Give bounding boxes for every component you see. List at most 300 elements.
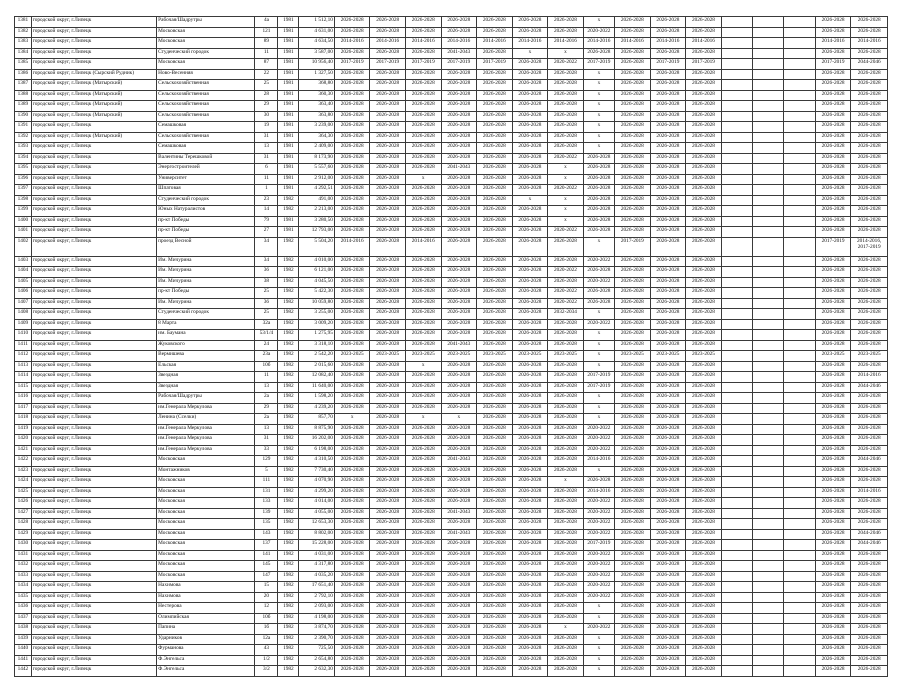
table-cell: 2026-2028: [548, 666, 584, 677]
table-cell: 2026-2028: [334, 592, 370, 603]
table-cell: 2026-2028: [441, 645, 477, 656]
table-cell: 2017-2019: [815, 59, 851, 70]
table-cell: 2026-2028: [512, 330, 548, 341]
table-cell: 10 059,80: [299, 298, 335, 309]
table-cell: 2026-2028: [370, 27, 406, 38]
table-cell: 2026-2028: [334, 90, 370, 101]
table-cell: x: [583, 330, 614, 341]
table-cell: городской округ, г.Липецк: [31, 237, 156, 256]
table-cell: 2026-2028: [370, 550, 406, 561]
table-cell: 2026-2028: [650, 487, 686, 498]
table-cell: 2041-2043: [441, 529, 477, 540]
table-cell: [784, 361, 815, 372]
table-cell: 2026-2028: [548, 111, 584, 122]
table-cell: 2026-2028: [512, 372, 548, 383]
table-cell: 2026-2028: [851, 613, 888, 624]
table-cell: 2026-2028: [405, 487, 441, 498]
table-cell: 2026-2028: [370, 256, 406, 267]
table-cell: Фурманова: [157, 645, 255, 656]
table-cell: 2026-2028: [815, 540, 851, 551]
table-cell: 2026-2028: [405, 277, 441, 288]
table-cell: 2026-2028: [441, 132, 477, 143]
table-cell: 2026-2028: [815, 185, 851, 196]
table-cell: x: [441, 414, 477, 425]
table-cell: городской округ, г.Липецк (Матырский): [31, 90, 156, 101]
table-cell: 2026-2028: [548, 498, 584, 509]
table-cell: [721, 277, 752, 288]
table-cell: Шпатовая: [157, 185, 255, 196]
table-cell: 23: [255, 195, 278, 206]
table-cell: 25: [255, 309, 278, 320]
table-cell: 2026-2028: [441, 603, 477, 614]
table-cell: 2026-2028: [650, 298, 686, 309]
table-cell: 129: [255, 456, 278, 467]
table-cell: городской округ, г.Липецк (Матырский): [31, 132, 156, 143]
table-cell: городской округ, г.Липецк: [31, 519, 156, 530]
table-cell: им.Генерала Меркулова: [157, 424, 255, 435]
table-cell: 2026-2028: [650, 277, 686, 288]
table-cell: 1433: [15, 571, 32, 582]
table-row: [15, 267, 888, 278]
table-cell: 2026-2028: [851, 101, 888, 112]
table-cell: 2026-2028: [512, 466, 548, 477]
table-cell: 2026-2028: [512, 498, 548, 509]
table-cell: 2026-2028: [615, 424, 651, 435]
table-cell: 2026-2028: [334, 227, 370, 238]
table-cell: [753, 164, 784, 175]
table-cell: [753, 206, 784, 217]
table-cell: 8 875,90: [299, 424, 335, 435]
table-cell: 2026-2028: [370, 143, 406, 154]
table-row: [15, 27, 888, 38]
table-cell: 2026-2028: [334, 372, 370, 383]
table-cell: 2026-2028: [650, 403, 686, 414]
table-cell: 4 299,20: [299, 487, 335, 498]
table-cell: x: [583, 237, 614, 256]
table-cell: городской округ, г.Липецк: [31, 17, 156, 28]
table-cell: 1981: [278, 227, 299, 238]
table-cell: 2026-2028: [441, 267, 477, 278]
table-cell: [753, 529, 784, 540]
table-cell: 2026-2028: [441, 592, 477, 603]
table-cell: городской округ, г.Липецк: [31, 267, 156, 278]
table-row: [15, 561, 888, 572]
table-cell: 4 310,50: [299, 456, 335, 467]
table-cell: 2026-2028: [815, 445, 851, 456]
table-cell: 2026-2028: [370, 69, 406, 80]
table-cell: Московская: [157, 529, 255, 540]
table-cell: 2026-2028: [441, 185, 477, 196]
table-cell: 2026-2028: [477, 519, 513, 530]
table-cell: 2026-2028: [548, 372, 584, 383]
table-cell: 1982: [278, 613, 299, 624]
table-cell: 2014-2016: [441, 38, 477, 49]
table-cell: 2023-2025: [512, 351, 548, 362]
table-cell: 23а: [255, 351, 278, 362]
table-cell: 3 255,00: [299, 309, 335, 320]
table-cell: 1982: [278, 487, 299, 498]
table-cell: [753, 592, 784, 603]
table-row: [15, 195, 888, 206]
table-cell: [753, 435, 784, 446]
table-cell: 2014-2016: [851, 372, 888, 383]
table-cell: 2026-2028: [650, 624, 686, 635]
table-cell: 2026-2028: [650, 613, 686, 624]
table-cell: 2026-2028: [686, 634, 722, 645]
table-cell: [753, 508, 784, 519]
table-cell: 8 802,00: [299, 529, 335, 540]
table-cell: 1982: [278, 372, 299, 383]
table-cell: [753, 227, 784, 238]
table-cell: 2026-2028: [650, 340, 686, 351]
table-cell: 1982: [278, 256, 299, 267]
table-cell: 2026-2028: [686, 132, 722, 143]
table-cell: 4 292,51: [299, 185, 335, 196]
table-cell: 2026-2028: [441, 403, 477, 414]
table-cell: 2026-2028: [512, 132, 548, 143]
table-cell: 2026-2028: [370, 477, 406, 488]
table-cell: 2026-2028: [477, 372, 513, 383]
table-cell: 2026-2028: [334, 403, 370, 414]
table-cell: 38: [255, 277, 278, 288]
table-cell: 2026-2028: [405, 445, 441, 456]
table-cell: 3 587,00: [299, 48, 335, 59]
table-cell: [721, 645, 752, 656]
table-cell: 2026-2028: [477, 477, 513, 488]
table-cell: 11 640,00: [299, 382, 335, 393]
table-cell: 2026-2028: [334, 498, 370, 509]
table-cell: 2026-2028: [477, 227, 513, 238]
table-cell: 2026-2028: [615, 655, 651, 666]
table-cell: 2020-2022: [548, 288, 584, 299]
table-cell: 2026-2028: [615, 529, 651, 540]
table-cell: 2026-2028: [548, 27, 584, 38]
table-cell: 2026-2028: [334, 309, 370, 320]
table-cell: 2026-2028: [441, 540, 477, 551]
table-cell: 2026-2028: [548, 508, 584, 519]
table-cell: [784, 550, 815, 561]
table-cell: 2026-2028: [512, 256, 548, 267]
table-cell: 1392: [15, 132, 32, 143]
table-cell: 1982: [278, 592, 299, 603]
table-cell: [753, 288, 784, 299]
table-cell: [721, 445, 752, 456]
table-cell: 2026-2028: [548, 655, 584, 666]
table-cell: 2026-2028: [686, 122, 722, 133]
table-cell: 2026-2028: [512, 393, 548, 404]
table-cell: 2026-2028: [477, 237, 513, 256]
table-cell: [753, 361, 784, 372]
table-cell: [753, 498, 784, 509]
table-cell: 2026-2028: [686, 645, 722, 656]
table-cell: 2026-2028: [851, 477, 888, 488]
table-cell: 2026-2028: [815, 101, 851, 112]
table-cell: 2044-2046: [851, 456, 888, 467]
table-cell: 2026-2028: [512, 519, 548, 530]
table-cell: [753, 90, 784, 101]
table-cell: [784, 634, 815, 645]
table-cell: 1982: [278, 519, 299, 530]
table-cell: 2 654,80: [299, 655, 335, 666]
table-cell: 1981: [278, 185, 299, 196]
table-cell: [721, 634, 752, 645]
table-cell: 2026-2028: [851, 174, 888, 185]
table-cell: Сельскохозяйственная: [157, 111, 255, 122]
table-cell: 2026-2028: [405, 424, 441, 435]
table-cell: 2026-2028: [686, 424, 722, 435]
table-cell: 2026-2028: [548, 17, 584, 28]
table-cell: 1982: [278, 195, 299, 206]
table-cell: 2023-2025: [851, 351, 888, 362]
table-cell: 1981: [278, 38, 299, 49]
table-cell: 3 009,20: [299, 319, 335, 330]
table-row: [15, 393, 888, 404]
table-cell: 1 327,50: [299, 69, 335, 80]
table-cell: 2026-2028: [405, 382, 441, 393]
table-cell: [721, 550, 752, 561]
table-cell: 1981: [278, 153, 299, 164]
table-cell: 2026-2028: [615, 143, 651, 154]
table-cell: 2026-2028: [405, 561, 441, 572]
table-cell: [721, 561, 752, 572]
table-cell: 1981: [278, 101, 299, 112]
table-row: [15, 582, 888, 593]
table-cell: 2026-2028: [686, 393, 722, 404]
table-cell: 2026-2028: [441, 498, 477, 509]
table-cell: 2026-2028: [334, 174, 370, 185]
table-cell: 6 198,00: [299, 445, 335, 456]
table-cell: 2026-2028: [686, 477, 722, 488]
table-cell: 28: [255, 90, 278, 101]
table-cell: 2026-2028: [686, 613, 722, 624]
table-cell: 2026-2028: [405, 122, 441, 133]
table-cell: 2026-2028: [815, 122, 851, 133]
table-cell: городской округ, г.Липецк: [31, 508, 156, 519]
table-cell: 36: [255, 267, 278, 278]
table-cell: 2026-2028: [851, 17, 888, 28]
table-cell: 1440: [15, 645, 32, 656]
table-cell: 147: [255, 571, 278, 582]
table-cell: 2026-2028: [405, 309, 441, 320]
table-cell: 2026-2028: [334, 540, 370, 551]
table-cell: [721, 90, 752, 101]
table-cell: 2026-2028: [512, 592, 548, 603]
table-cell: [784, 582, 815, 593]
table-row: [15, 666, 888, 677]
table-cell: 2026-2028: [650, 571, 686, 582]
table-cell: 2026-2028: [512, 80, 548, 91]
table-cell: [721, 330, 752, 341]
table-cell: 2026-2028: [370, 298, 406, 309]
table-cell: 2026-2028: [441, 571, 477, 582]
table-cell: 2023-2025: [405, 351, 441, 362]
table-cell: 2026-2028: [405, 666, 441, 677]
table-cell: 2026-2028: [405, 550, 441, 561]
table-cell: [784, 216, 815, 227]
table-cell: Нахимова: [157, 592, 255, 603]
table-cell: x: [583, 132, 614, 143]
table-cell: 1/2: [255, 655, 278, 666]
table-cell: 10 956,40: [299, 59, 335, 70]
table-cell: 4 070,90: [299, 477, 335, 488]
table-cell: городской округ, г.Липецк: [31, 185, 156, 196]
table-cell: 2026-2028: [405, 90, 441, 101]
table-cell: 2020-2022: [583, 519, 614, 530]
table-cell: 2026-2028: [334, 487, 370, 498]
table-cell: 5 557,60: [299, 164, 335, 175]
table-cell: [721, 216, 752, 227]
table-cell: 1382: [15, 27, 32, 38]
table-row: [15, 634, 888, 645]
table-cell: 2026-2028: [334, 206, 370, 217]
table-cell: 2026-2028: [548, 561, 584, 572]
table-cell: 2026-2028: [583, 195, 614, 206]
table-cell: [784, 571, 815, 582]
table-cell: 2026-2028: [815, 48, 851, 59]
table-cell: 2020-2022: [548, 153, 584, 164]
table-cell: 2026-2028: [686, 561, 722, 572]
table-cell: 2026-2028: [334, 550, 370, 561]
table-cell: 2026-2028: [815, 372, 851, 383]
table-cell: [721, 80, 752, 91]
table-row: [15, 508, 888, 519]
table-cell: 2026-2028: [615, 309, 651, 320]
table-cell: им. Баумана: [157, 330, 255, 341]
table-cell: [753, 445, 784, 456]
table-cell: городской округ, г.Липецк: [31, 498, 156, 509]
table-cell: 2026-2028: [334, 624, 370, 635]
table-cell: [784, 519, 815, 530]
table-cell: [784, 80, 815, 91]
table-cell: 2026-2028: [477, 508, 513, 519]
table-cell: [721, 372, 752, 383]
table-cell: 3 239,00: [299, 122, 335, 133]
table-cell: 2026-2028: [851, 195, 888, 206]
table-cell: 2026-2028: [334, 267, 370, 278]
table-cell: 2041-2043: [441, 456, 477, 467]
table-cell: Сельскохозяйственная: [157, 90, 255, 101]
table-cell: 2 390,70: [299, 634, 335, 645]
table-cell: 1413: [15, 361, 32, 372]
table-cell: 1982: [278, 340, 299, 351]
table-cell: 2026-2028: [548, 645, 584, 656]
table-cell: 2026-2028: [615, 27, 651, 38]
table-row: [15, 624, 888, 635]
table-row: [15, 519, 888, 530]
table-cell: 1982: [278, 540, 299, 551]
table-cell: 2041-2043: [441, 164, 477, 175]
table-cell: 2026-2028: [686, 237, 722, 256]
table-cell: 1981: [278, 80, 299, 91]
table-cell: 1397: [15, 185, 32, 196]
table-cell: 2026-2028: [851, 319, 888, 330]
table-cell: 2026-2028: [851, 466, 888, 477]
table-cell: городской округ, г.Липецк: [31, 466, 156, 477]
table-cell: 2026-2028: [650, 267, 686, 278]
table-cell: 1390: [15, 111, 32, 122]
table-cell: 2026-2028: [405, 143, 441, 154]
table-cell: 2026-2028: [370, 206, 406, 217]
table-cell: [721, 414, 752, 425]
table-cell: 1434: [15, 582, 32, 593]
table-cell: 2026-2028: [686, 487, 722, 498]
table-cell: 2026-2028: [370, 48, 406, 59]
table-cell: 2026-2028: [512, 540, 548, 551]
table-cell: 2026-2028: [548, 550, 584, 561]
table-cell: 2026-2028: [650, 372, 686, 383]
table-cell: 2026-2028: [650, 666, 686, 677]
table-cell: 87: [255, 59, 278, 70]
table-cell: 2026-2028: [615, 340, 651, 351]
table-cell: 2026-2028: [370, 561, 406, 572]
table-cell: Звездная: [157, 372, 255, 383]
table-row: [15, 445, 888, 456]
table-cell: 2026-2028: [512, 288, 548, 299]
table-cell: 2026-2028: [615, 101, 651, 112]
table-cell: [721, 508, 752, 519]
table-cell: [753, 456, 784, 467]
table-cell: 2026-2028: [334, 298, 370, 309]
table-cell: 2026-2028: [405, 372, 441, 383]
table-cell: 1425: [15, 487, 32, 498]
table-cell: [753, 340, 784, 351]
table-cell: 2026-2028: [615, 624, 651, 635]
table-cell: 368,80: [299, 80, 335, 91]
table-cell: 2026-2028: [815, 561, 851, 572]
table-cell: 2026-2028: [370, 319, 406, 330]
table-cell: городской округ, г.Липецк: [31, 414, 156, 425]
table-cell: 2026-2028: [512, 645, 548, 656]
table-cell: 2026-2028: [615, 603, 651, 614]
table-cell: 2026-2028: [851, 122, 888, 133]
table-cell: 2026-2028: [815, 319, 851, 330]
table-cell: 2026-2028: [851, 111, 888, 122]
table-cell: [784, 111, 815, 122]
table-cell: 4 031,00: [299, 550, 335, 561]
table-cell: 2026-2028: [441, 17, 477, 28]
table-cell: 2026-2028: [512, 477, 548, 488]
table-cell: 2026-2028: [441, 80, 477, 91]
table-cell: 2026-2028: [650, 529, 686, 540]
table-row: [15, 17, 888, 28]
table-cell: 2026-2028: [334, 645, 370, 656]
table-cell: 2026-2028: [334, 216, 370, 227]
table-cell: [753, 17, 784, 28]
table-cell: 8 173,90: [299, 153, 335, 164]
table-cell: 2026-2028: [334, 101, 370, 112]
table-cell: 2026-2028: [650, 256, 686, 267]
table-cell: 2026-2028: [441, 582, 477, 593]
table-cell: Сельскохозяйственная: [157, 80, 255, 91]
table-cell: 2 409,00: [299, 143, 335, 154]
table-cell: 2026-2028: [815, 153, 851, 164]
table-cell: 2026-2028: [370, 571, 406, 582]
table-cell: 2026-2028: [441, 90, 477, 101]
table-cell: Им. Мичурина: [157, 277, 255, 288]
table-cell: 2026-2028: [405, 185, 441, 196]
table-row: [15, 487, 888, 498]
table-cell: 2020-2022: [583, 256, 614, 267]
table-cell: [721, 582, 752, 593]
table-cell: 1982: [278, 456, 299, 467]
table-cell: 2026-2028: [441, 445, 477, 456]
table-cell: x: [583, 655, 614, 666]
table-cell: [784, 227, 815, 238]
table-cell: 2026-2028: [615, 153, 651, 164]
table-cell: 2023-2025: [650, 351, 686, 362]
table-cell: 2026-2028: [815, 298, 851, 309]
table-cell: 2014-2016: [334, 38, 370, 49]
